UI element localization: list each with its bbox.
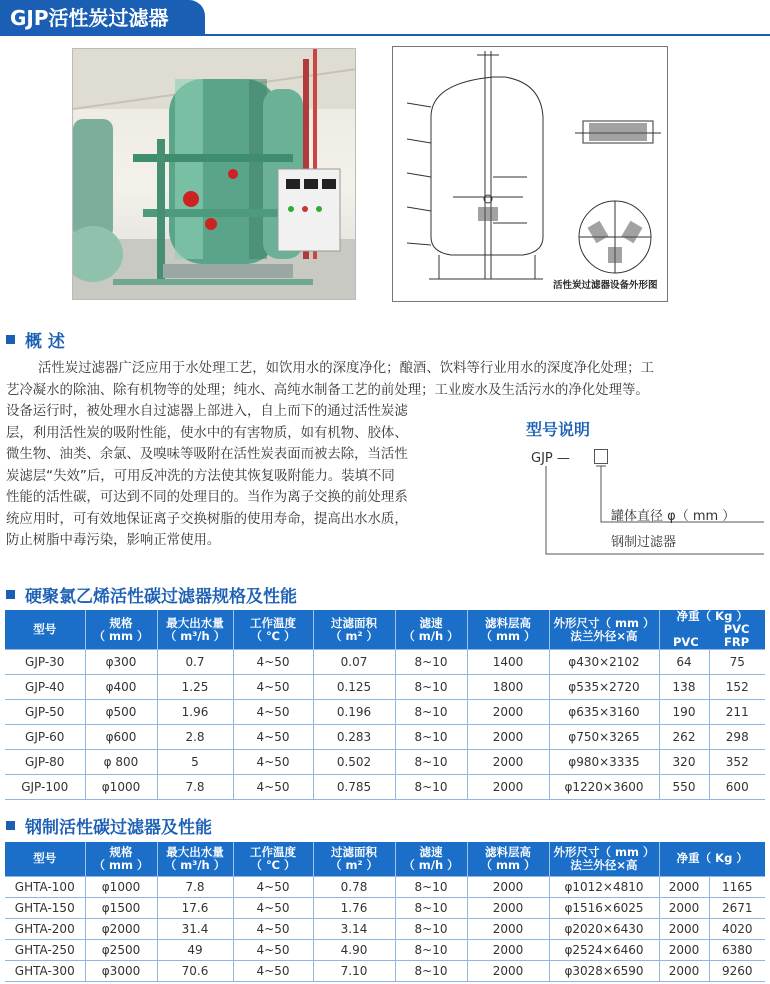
table-cell: φ980×3335: [549, 750, 659, 775]
bullet-square-icon: [6, 335, 15, 344]
overview-line: 艺冷凝水的除油、除有机物等的处理；纯水、高纯水制备工艺的前处理；工业废水及生活污水的净化处理等。: [6, 382, 649, 398]
table-cell: 1.25: [157, 675, 233, 700]
table-cell: φ1012×4810: [549, 876, 659, 897]
table-row: [5, 775, 765, 800]
table-cell: 550: [659, 775, 709, 800]
table-cell: 8~10: [395, 918, 467, 939]
table-cell: 2.8: [157, 725, 233, 750]
page-title: GJP活性炭过滤器: [0, 0, 205, 36]
table-cell: 8~10: [395, 775, 467, 800]
table-cell: 9260: [709, 960, 765, 981]
table-cell: 8~10: [395, 960, 467, 981]
model-prefix: GJP —: [531, 451, 570, 466]
table-cell: φ3028×6590: [549, 960, 659, 981]
table-cell: 298: [709, 725, 765, 750]
table-cell: 4~50: [233, 775, 313, 800]
table-cell: 2000: [467, 939, 549, 960]
col-header-bed-height: 滤料层高 （ mm ）: [467, 610, 549, 650]
table-cell: 2000: [467, 897, 549, 918]
table-cell: 70.6: [157, 960, 233, 981]
col-header-size: 规格 （ mm ）: [85, 842, 157, 876]
table-cell: 3.14: [313, 918, 395, 939]
overview-line: 统应用时，可有效地保证离子交换树脂的使用寿命，提高出水水质，: [6, 511, 408, 527]
overview-line: 防止树脂中毒污染，影响正常使用。: [6, 533, 221, 548]
col-header-speed: 滤速 （ m/h ）: [395, 610, 467, 650]
table-cell: 4~50: [233, 675, 313, 700]
table-cell: φ2500: [85, 939, 157, 960]
table-cell: 0.125: [313, 675, 395, 700]
table-cell: GJP-100: [5, 775, 85, 800]
col-header-flow: 最大出水量 （ m³/h ）: [157, 842, 233, 876]
table-row: [5, 675, 765, 700]
table-cell: 4~50: [233, 750, 313, 775]
table-cell: 0.502: [313, 750, 395, 775]
table-cell: 0.07: [313, 650, 395, 675]
table-cell: 0.78: [313, 876, 395, 897]
col-header-speed: 滤速 （ m/h ）: [395, 842, 467, 876]
table-cell: 2000: [467, 725, 549, 750]
table-cell: 4~50: [233, 960, 313, 981]
table-cell: 190: [659, 700, 709, 725]
equipment-photo: [72, 48, 356, 300]
table-cell: φ1000: [85, 775, 157, 800]
col-header-dimensions: 外形尺寸（ mm ） 法兰外径×高: [549, 842, 659, 876]
table-cell: 2000: [659, 918, 709, 939]
table-cell: φ750×3265: [549, 725, 659, 750]
overview-line: 活性炭过滤器广泛应用于水处理工艺，如饮用水的深度净化；酿酒、饮料等行业用水的深度净化处理；工: [38, 361, 654, 376]
col-header-flow: 最大出水量 （ m³/h ）: [157, 610, 233, 650]
table-cell: GJP-30: [5, 650, 85, 675]
table-cell: φ635×3160: [549, 700, 659, 725]
table-cell: GJP-80: [5, 750, 85, 775]
table-cell: φ 800: [85, 750, 157, 775]
table-cell: 31.4: [157, 918, 233, 939]
col-header-temp: 工作温度 （ ℃ ）: [233, 610, 313, 650]
table-cell: 64: [659, 650, 709, 675]
table-row: [5, 897, 765, 918]
table-cell: φ1000: [85, 876, 157, 897]
overview-line: 层，利用活性炭的吸附性能，使水中的有害物质，如有机物、胶体、: [6, 425, 408, 441]
pvc-table-heading: 硬聚氯乙烯活性碳过滤器规格及性能: [6, 582, 297, 607]
model-material-label: 钢制过滤器: [611, 535, 677, 550]
table-cell: GHTA-100: [5, 876, 85, 897]
table-cell: 5: [157, 750, 233, 775]
table-cell: 8~10: [395, 876, 467, 897]
table-row: [5, 960, 765, 981]
table-cell: 2000: [659, 939, 709, 960]
table-cell: 1800: [467, 675, 549, 700]
table-cell: 2000: [467, 750, 549, 775]
table-row: [5, 939, 765, 960]
table-cell: φ430×2102: [549, 650, 659, 675]
table-cell: 1165: [709, 876, 765, 897]
bullet-square-icon: [6, 821, 15, 830]
col-header-area: 过滤面积 （ m² ）: [313, 842, 395, 876]
table-cell: 2000: [467, 876, 549, 897]
table-cell: 4~50: [233, 700, 313, 725]
steel-spec-table: [5, 842, 765, 982]
table-cell: 600: [709, 775, 765, 800]
table-cell: 4020: [709, 918, 765, 939]
overview-line: 性能的活性碳，可达到不同的处理目的。当作为离子交换的前处理系: [6, 490, 408, 505]
table-cell: φ1500: [85, 897, 157, 918]
table-cell: φ2524×6460: [549, 939, 659, 960]
table-cell: φ3000: [85, 960, 157, 981]
table-cell: 2000: [467, 700, 549, 725]
table-cell: 8~10: [395, 675, 467, 700]
equipment-drawing: [392, 46, 668, 302]
drawing-caption: 活性炭过滤器设备外形图: [553, 280, 658, 291]
table-cell: 2000: [659, 897, 709, 918]
col-header-model: 型号: [5, 842, 85, 876]
table-row: [5, 700, 765, 725]
table-cell: 49: [157, 939, 233, 960]
table-cell: 1.96: [157, 700, 233, 725]
steel-table-heading: 钢制活性碳过滤器及性能: [6, 813, 212, 838]
table-cell: 262: [659, 725, 709, 750]
table-cell: GJP-50: [5, 700, 85, 725]
table-cell: 0.283: [313, 725, 395, 750]
table-cell: φ300: [85, 650, 157, 675]
table-cell: 2671: [709, 897, 765, 918]
table-cell: φ2020×6430: [549, 918, 659, 939]
col-header-area: 过滤面积 （ m² ）: [313, 610, 395, 650]
table-row: [5, 650, 765, 675]
table-cell: φ400: [85, 675, 157, 700]
col-header-weight: 净重（ Kg ） PVCPVC FRP: [659, 610, 765, 650]
table-cell: 8~10: [395, 650, 467, 675]
title-underline: [0, 34, 770, 36]
col-header-size: 规格 （ mm ）: [85, 610, 157, 650]
table-cell: 1400: [467, 650, 549, 675]
col-header-weight: 净重（ Kg ）: [659, 842, 765, 876]
table-cell: 4~50: [233, 650, 313, 675]
table-cell: φ1516×6025: [549, 897, 659, 918]
model-desc-heading: 型号说明: [526, 420, 591, 439]
table-cell: 0.7: [157, 650, 233, 675]
overview-line: 微生物、油类、余氯、及嗅味等吸附在活性炭表面而被去除，当活性: [6, 447, 408, 462]
overview-heading: 概 述: [6, 327, 65, 352]
table-cell: 75: [709, 650, 765, 675]
pvc-spec-table: [5, 610, 765, 800]
table-cell: 8~10: [395, 939, 467, 960]
table-cell: 7.8: [157, 775, 233, 800]
table-cell: 4~50: [233, 918, 313, 939]
table-cell: φ500: [85, 700, 157, 725]
table-cell: φ2000: [85, 918, 157, 939]
model-diameter-label: 罐体直径 φ（ mm ）: [611, 509, 736, 524]
table-cell: 320: [659, 750, 709, 775]
table-cell: 17.6: [157, 897, 233, 918]
overview-line: 炭滤层“失效”后，可用反冲洗的方法使其恢复吸附能力。装填不同: [6, 468, 395, 484]
table-cell: 0.196: [313, 700, 395, 725]
table-cell: 2000: [467, 775, 549, 800]
table-cell: GHTA-250: [5, 939, 85, 960]
table-cell: 6380: [709, 939, 765, 960]
table-cell: 8~10: [395, 725, 467, 750]
table-cell: GJP-40: [5, 675, 85, 700]
table-cell: 138: [659, 675, 709, 700]
table-cell: 4.90: [313, 939, 395, 960]
table-cell: GJP-60: [5, 725, 85, 750]
table-cell: GHTA-200: [5, 918, 85, 939]
table-cell: 4~50: [233, 876, 313, 897]
table-row: [5, 725, 765, 750]
table-cell: 2000: [659, 960, 709, 981]
table-cell: 4~50: [233, 939, 313, 960]
table-row: [5, 876, 765, 897]
table-cell: 4~50: [233, 897, 313, 918]
table-cell: 8~10: [395, 750, 467, 775]
table-cell: GHTA-300: [5, 960, 85, 981]
table-cell: 152: [709, 675, 765, 700]
table-row: [5, 918, 765, 939]
table-cell: 7.8: [157, 876, 233, 897]
table-cell: 2000: [467, 918, 549, 939]
table-cell: 0.785: [313, 775, 395, 800]
table-cell: GHTA-150: [5, 897, 85, 918]
table-cell: 1.76: [313, 897, 395, 918]
bullet-square-icon: [6, 590, 15, 599]
table-cell: 8~10: [395, 700, 467, 725]
table-row: [5, 750, 765, 775]
col-header-temp: 工作温度 （ ℃ ）: [233, 842, 313, 876]
table-cell: φ600: [85, 725, 157, 750]
table-cell: 2000: [467, 960, 549, 981]
table-cell: 2000: [659, 876, 709, 897]
table-cell: 7.10: [313, 960, 395, 981]
overview-line: 设备运行时，被处理水自过滤器上部进入，自上而下的通过活性炭滤: [6, 404, 408, 419]
table-cell: 4~50: [233, 725, 313, 750]
table-cell: φ1220×3600: [549, 775, 659, 800]
table-cell: 8~10: [395, 897, 467, 918]
col-header-model: 型号: [5, 610, 85, 650]
col-header-bed-height: 滤料层高 （ mm ）: [467, 842, 549, 876]
table-cell: 211: [709, 700, 765, 725]
table-cell: 352: [709, 750, 765, 775]
table-cell: φ535×2720: [549, 675, 659, 700]
col-header-dimensions: 外形尺寸（ mm ） 法兰外径×高: [549, 610, 659, 650]
